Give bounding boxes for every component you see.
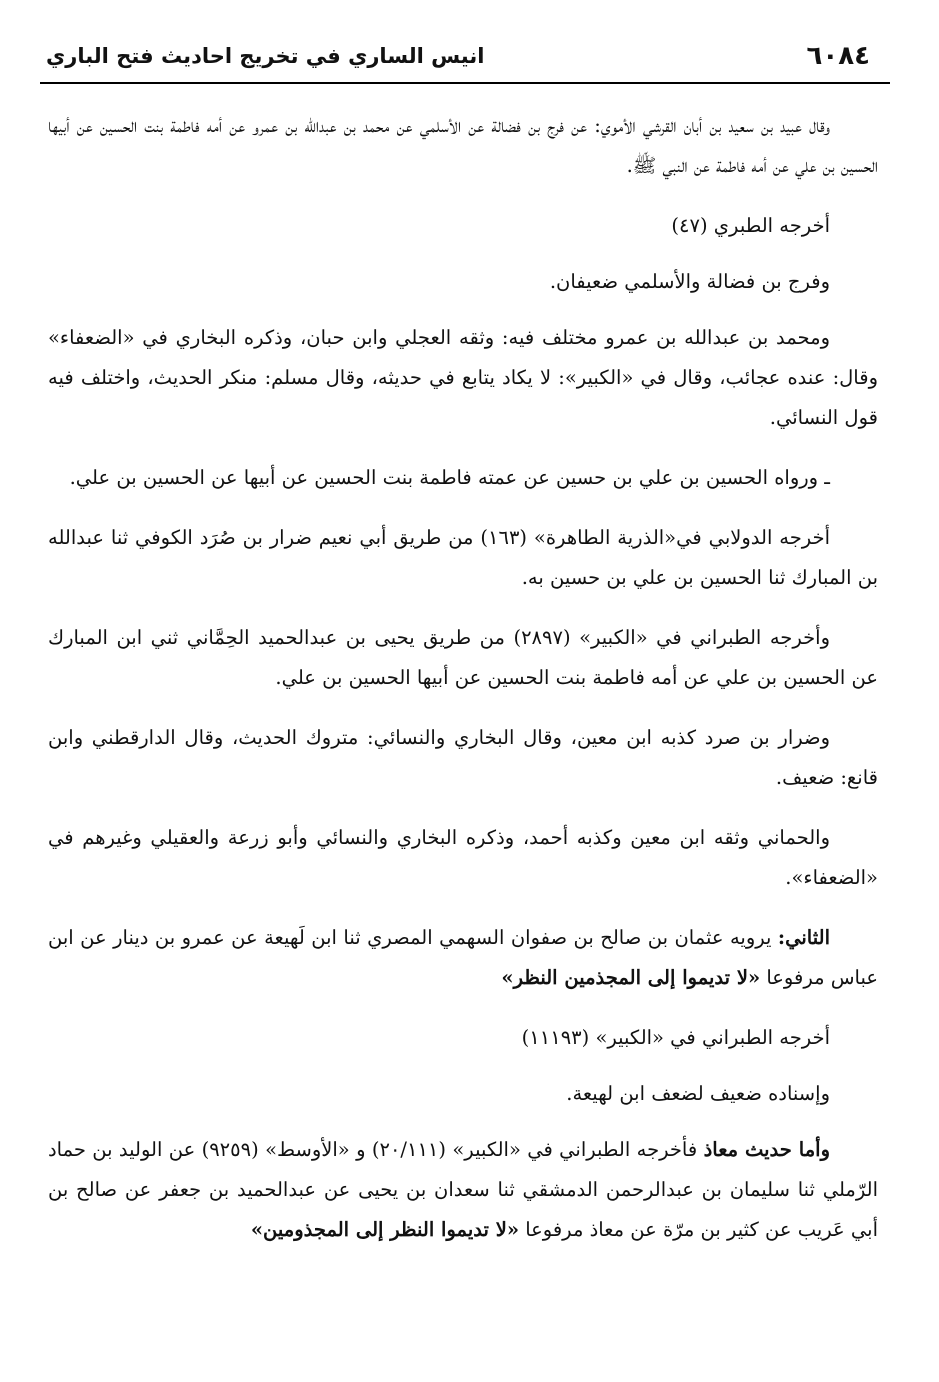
paragraph: أخرجه الدولابي في«الذرية الطاهرة» (١٦٣) من طريق أبي نعيم ضرار بن صُرَد الكوفي ثنا عبدالله بن المبارك ثنا الحسين بن علي بن حسين به. bbox=[48, 526, 878, 589]
running-title: انيس الساري في تخريج احاديث فتح الباري bbox=[46, 44, 485, 68]
bold-lead: الثاني: bbox=[777, 926, 830, 949]
paragraph: وأخرجه الطبراني في «الكبير» (٢٨٩٧) من طريق يحيى بن عبدالحميد الحِمَّاني ثني ابن المبارك عن الحسين بن علي عن أمه فاطمة بنت الحسين عن أبيها الحسين بن علي. bbox=[48, 626, 878, 689]
bold-quote: «لا تديموا النظر إلى المجذومين» bbox=[250, 1218, 520, 1241]
page-body bbox=[40, 106, 890, 1250]
paragraph: ومحمد بن عبدالله بن عمرو مختلف فيه: وثقه العجلي وابن حبان، وذكره البخاري في «الضعفاء» وقال: عنده عجائب، وقال في «الكبير»: لا يكاد يتابع في حديثه، وقال مسلم: منكر الحديث، واختلف فيه قول النسائي. bbox=[48, 326, 878, 429]
paragraph: أخرجه الطبري (٤٧) bbox=[671, 214, 830, 237]
paragraph: وأما حديث معاذ فأخرجه الطبراني في «الكبير» (٢٠/١١١) و «الأوسط» (٩٢٥٩) عن الوليد بن حماد الرّملي ثنا سليمان بن عبدالرحمن الدمشقي ثنا سعدان بن يحيى عن عبدالحميد بن جعفر عن صالح بن أبي عَريب عن كثير بن مرّة عن معاذ مرفوعا «لا تديموا النظر إلى المجذومين» bbox=[48, 1138, 878, 1241]
paragraph: وفرج بن فضالة والأسلمي ضعيفان. bbox=[549, 270, 830, 293]
paragraph: ـ ورواه الحسين بن علي بن حسين عن عمته فاطمة بنت الحسين عن أبيها عن الحسين بن علي. bbox=[69, 466, 830, 489]
document-page bbox=[40, 30, 890, 1360]
paragraph: وضرار بن صرد كذبه ابن معين، وقال البخاري والنسائي: متروك الحديث، وقال الدارقطني وابن قانع: ضعيف. bbox=[48, 726, 878, 789]
paragraph: وإسناده ضعيف لضعف ابن لهيعة. bbox=[566, 1082, 830, 1105]
page-header bbox=[40, 30, 890, 84]
paragraph: والحماني وثقه ابن معين وكذبه أحمد، وذكره البخاري والنسائي وأبو زرعة والعقيلي وغيرهم في «الضعفاء». bbox=[48, 826, 878, 889]
page-number: ٦٠٨٤ bbox=[806, 41, 870, 71]
bold-quote: «لا تديموا إلى المجذمين النظر» bbox=[501, 966, 761, 989]
paragraph: أخرجه الطبراني في «الكبير» (١١١٩٣) bbox=[521, 1026, 830, 1049]
bold-lead: وأما حديث معاذ bbox=[703, 1138, 831, 1161]
paragraph: وقال عبيد بن سعيد بن أبان القرشي الأموي: عن فرج بن فضالة عن الأسلمي عن محمد بن عبدالله بن عمرو عن أمه فاطمة بنت الحسين عن أبيها الحسين بن علي عن أمه فاطمة عن النبي ﷺ. bbox=[48, 114, 878, 177]
paragraph: الثاني: يرويه عثمان بن صالح بن صفوان السهمي المصري ثنا ابن لَهيعة عن عمرو بن دينار عن ابن عباس مرفوعا «لا تديموا إلى المجذمين النظر» bbox=[48, 926, 878, 989]
